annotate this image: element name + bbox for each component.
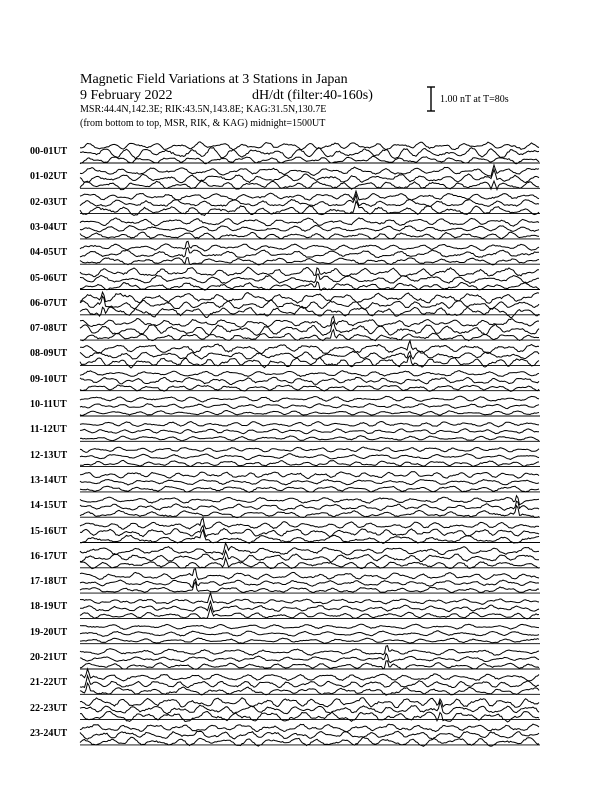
trace-05-06UT-KAG (80, 267, 539, 276)
trace-10-11UT-RIK (80, 404, 539, 409)
hour-label: 07-08UT (30, 323, 68, 335)
trace-20-21UT-KAG (80, 646, 539, 656)
station-coordinates: MSR:44.4N,142.3E; RIK:43.5N,143.8E; KAG:31.5N,130.7E (80, 104, 327, 115)
trace-06-07UT-MSR (80, 306, 539, 318)
trace-03-04UT-KAG (80, 218, 539, 226)
trace-14-15UT-KAG (80, 496, 539, 505)
trace-09-10UT-RIK (80, 377, 539, 384)
trace-13-14UT-KAG (80, 472, 539, 479)
trace-22-23UT-KAG (80, 698, 539, 708)
trace-19-20UT-MSR (80, 638, 539, 643)
trace-10-11UT-KAG (80, 396, 539, 402)
trace-19-20UT-KAG (80, 624, 539, 629)
trace-10-11UT-MSR (80, 411, 539, 416)
trace-15-16UT-KAG (80, 518, 539, 529)
scale-label: 1.00 nT at T=80s (440, 94, 509, 105)
hour-label: 03-04UT (30, 221, 68, 233)
hour-label: 02-03UT (30, 196, 68, 208)
trace-05-06UT-RIK (80, 274, 539, 283)
hour-label: 13-14UT (30, 474, 68, 486)
trace-04-05UT-RIK (80, 248, 539, 258)
trace-02-03UT-KAG (80, 191, 539, 200)
trace-08-09UT-RIK (80, 351, 539, 359)
trace-18-19UT-RIK (80, 601, 539, 612)
hour-label: 23-24UT (30, 727, 68, 739)
trace-17-18UT-RIK (80, 579, 539, 588)
trace-12-13UT-MSR (80, 460, 539, 466)
trace-03-04UT-RIK (80, 225, 539, 232)
hour-label: 20-21UT (30, 652, 68, 663)
trace-04-05UT-KAG (80, 241, 539, 251)
hour-label: 11-12UT (30, 424, 67, 436)
hour-label: 08-09UT (30, 348, 68, 360)
trace-12-13UT-RIK (80, 454, 539, 460)
trace-13-14UT-RIK (80, 480, 539, 486)
trace-20-21UT-MSR (80, 661, 539, 670)
trace-11-12UT-RIK (80, 429, 539, 434)
trace-06-07UT-RIK (80, 296, 539, 309)
chart-title: Magnetic Field Variations at 3 Stations in Japan (80, 72, 348, 87)
trace-11-12UT-MSR (80, 436, 539, 441)
hour-label: 04-05UT (30, 247, 68, 259)
trace-15-16UT-MSR (80, 530, 539, 544)
hour-label: 18-19UT (30, 601, 68, 613)
hour-label: 01-02UT (30, 171, 68, 183)
trace-21-22UT-KAG (80, 669, 539, 681)
hour-label: 06-07UT (30, 297, 68, 309)
hour-label: 05-06UT (30, 272, 68, 284)
chart-date: 9 February 2022 (80, 88, 173, 103)
trace-00-01UT-RIK (80, 148, 539, 159)
trace-08-09UT-MSR (80, 356, 539, 368)
hour-label: 21-22UT (30, 677, 68, 689)
trace-01-02UT-RIK (80, 170, 539, 183)
trace-17-18UT-KAG (80, 569, 539, 580)
trace-18-19UT-KAG (80, 593, 539, 604)
hour-label: 12-13UT (30, 449, 68, 461)
trace-13-14UT-MSR (80, 486, 539, 492)
hour-label: 22-23UT (30, 702, 68, 714)
trace-23-24UT-KAG (80, 724, 539, 732)
hour-label: 00-01UT (30, 146, 68, 157)
hour-label: 10-11UT (30, 399, 67, 410)
station-order-note: (from bottom to top, MSR, RIK, & KAG) midnight=1500UT (80, 118, 326, 129)
hour-label: 14-15UT (30, 500, 68, 512)
trace-16-17UT-KAG (80, 543, 539, 555)
trace-23-24UT-RIK (80, 731, 539, 739)
hour-label: 16-17UT (30, 550, 68, 562)
hour-label: 17-18UT (30, 576, 68, 588)
trace-19-20UT-RIK (80, 631, 539, 636)
trace-03-04UT-MSR (80, 232, 539, 239)
hour-label: 15-16UT (30, 525, 68, 537)
trace-06-07UT-KAG (80, 292, 539, 303)
quantity-label: dH/dt (filter:40-160s) (252, 88, 373, 103)
trace-22-23UT-MSR (80, 711, 539, 722)
trace-12-13UT-KAG (80, 447, 539, 452)
trace-11-12UT-KAG (80, 422, 539, 427)
trace-07-08UT-MSR (80, 330, 539, 341)
hour-label: 09-10UT (30, 373, 68, 385)
trace-08-09UT-KAG (80, 341, 539, 354)
trace-09-10UT-KAG (80, 371, 539, 377)
hour-label: 19-20UT (30, 626, 68, 638)
trace-18-19UT-MSR (80, 607, 539, 619)
